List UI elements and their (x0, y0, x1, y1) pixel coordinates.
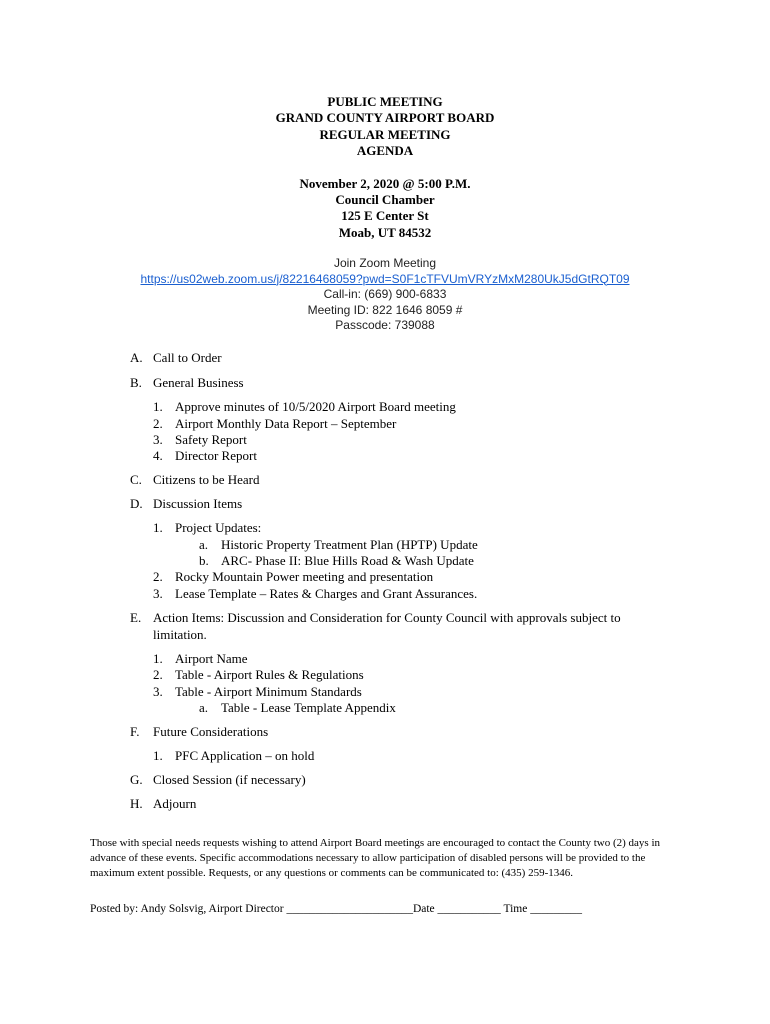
posted-by-line: Posted by: Andy Solsvig, Airport Director ______________________Date ___________ Time _________ (90, 903, 582, 915)
agenda-header (0, 94, 770, 241)
section-letter: G. (130, 772, 143, 787)
agenda-section-a (130, 350, 222, 366)
header-line: PUBLIC MEETING (327, 94, 443, 109)
section-title: Action Items: Discussion and Consideration for County Council with approvals subject to (153, 610, 621, 625)
list-subitem: a. Table - Lease Template Appendix (199, 700, 396, 715)
header-line: AGENDA (356, 143, 414, 159)
meeting-city: Moab, UT 84532 (338, 224, 432, 240)
section-letter: C. (130, 472, 142, 487)
accommodations-notice: Those with special needs requests wishing to attend Airport Board meetings are encouraged to contact the County two (2) days in advance of these events. Specific accommodations necessary to allow participation of disabled persons will be provided to the maximum extent possible. Requests, or any questions or comments can be communicated to: (435) 259-1346. (90, 837, 661, 879)
zoom-info (0, 256, 770, 334)
list-item: 2. Table - Airport Rules & Regulations (153, 667, 364, 682)
section-letter: B. (130, 375, 142, 390)
zoom-callin: Call-in: (669) 900-6833 (323, 287, 447, 302)
section-title: Closed Session (if necessary) (153, 772, 306, 787)
list-subitem: b. ARC- Phase II: Blue Hills Road & Wash Update (199, 553, 474, 568)
agenda-section-g (130, 772, 306, 788)
agenda-section-c (130, 472, 260, 488)
section-letter: A. (130, 350, 143, 365)
section-title: Citizens to be Heard (153, 472, 260, 487)
section-title: Adjourn (153, 796, 197, 811)
section-title-continued: limitation. (153, 627, 207, 642)
meeting-date: November 2, 2020 @ 5:00 P.M. (299, 175, 471, 191)
meeting-address: 125 E Center St (341, 208, 429, 224)
header-line: REGULAR MEETING (319, 126, 451, 142)
list-item: 1. Airport Name (153, 651, 248, 666)
section-title: General Business (153, 375, 244, 390)
section-letter: H. (130, 796, 143, 811)
section-title: Discussion Items (153, 496, 243, 511)
agenda-section-e (130, 610, 621, 626)
list-item: 2. Rocky Mountain Power meeting and presentation (153, 569, 434, 584)
meeting-location: Council Chamber (335, 192, 435, 208)
agenda-section-b (130, 375, 244, 391)
list-subitem: a. Historic Property Treatment Plan (HPTP) Update (199, 537, 478, 552)
header-line: GRAND COUNTY AIRPORT BOARD (275, 110, 495, 126)
section-letter: E. (130, 610, 142, 625)
section-letter: D. (130, 496, 143, 511)
list-item: 2. Airport Monthly Data Report – September (153, 416, 397, 431)
list-item: 1. Approve minutes of 10/5/2020 Airport Board meeting (153, 399, 456, 414)
agenda-section-f (130, 724, 268, 740)
agenda-section-h (130, 796, 196, 812)
list-item: 3. Safety Report (153, 432, 247, 447)
section-title: Future Considerations (153, 724, 269, 739)
zoom-title: Join Zoom Meeting (333, 256, 437, 270)
zoom-passcode: Passcode: 739088 (335, 318, 435, 333)
zoom-meeting-id: Meeting ID: 822 1646 8059 # (307, 302, 463, 317)
list-item: 3. Table - Airport Minimum Standards (153, 684, 362, 699)
section-title: Call to Order (153, 350, 222, 365)
list-item: 1. PFC Application – on hold (153, 748, 315, 763)
agenda-section-d (130, 496, 242, 512)
list-item: 1. Project Updates: (153, 520, 262, 535)
section-letter: F. (130, 724, 140, 739)
list-item: 3. Lease Template – Rates & Charges and Grant Assurances. (153, 586, 478, 601)
zoom-link[interactable]: https://us02web.zoom.us/j/82216468059?pwd=S0F1cTFVUmVRYzMxM280UkJ5dGtRQT09 (140, 271, 630, 286)
list-item: 4. Director Report (153, 448, 257, 463)
